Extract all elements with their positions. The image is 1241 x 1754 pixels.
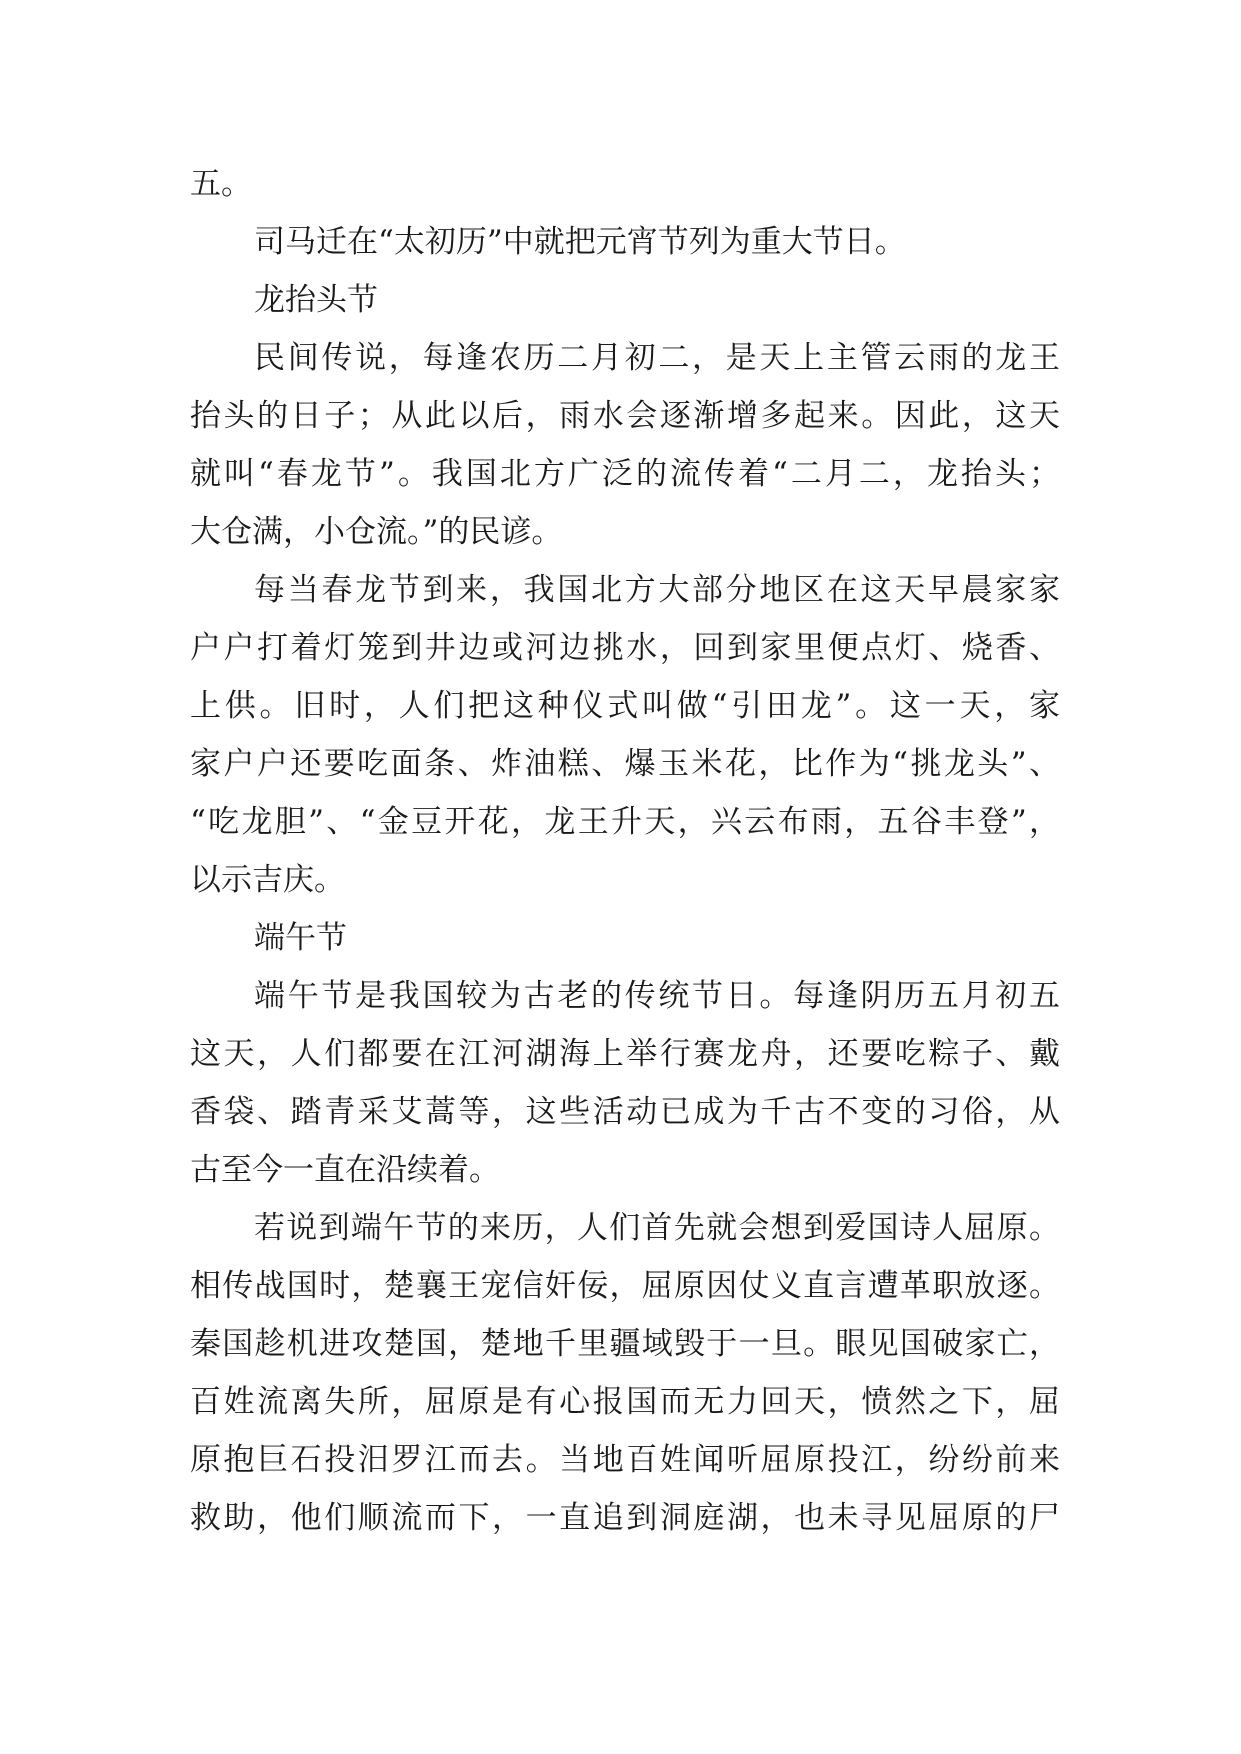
text-line: 五。	[190, 166, 252, 202]
text-line: 这天，人们都要在江河湖海上举行赛龙舟，还要吃粽子、戴	[190, 1036, 1060, 1072]
text-line: 原抱巨石投汨罗江而去。当地百姓闻听屈原投江，纷纷前来	[190, 1442, 1060, 1478]
text-line: 以示吉庆。	[190, 862, 345, 898]
text-line: 若说到端午节的来历，人们首先就会想到爱国诗人屈原。	[254, 1210, 1060, 1246]
text-line: 相传战国时，楚襄王宠信奸佞，屈原因仗义直言遭革职放逐。	[190, 1268, 1060, 1304]
text-line: 司马迁在“太初历”中就把元宵节列为重大节日。	[254, 224, 906, 260]
text-line: 家户户还要吃面条、炸油糕、爆玉米花，比作为“挑龙头”、	[190, 746, 1060, 782]
section-heading-longtaitou: 龙抬头节	[254, 282, 378, 318]
text-line: 抬头的日子；从此以后，雨水会逐渐增多起来。因此，这天	[190, 398, 1060, 434]
text-line: 救助，他们顺流而下，一直追到洞庭湖，也未寻见屈原的尸	[190, 1500, 1060, 1536]
text-line: 大仓满，小仓流。”的民谚。	[190, 514, 563, 550]
text-line: “吃龙胆”、“金豆开花，龙王升天，兴云布雨，五谷丰登”，	[190, 804, 1060, 840]
text-line: 百姓流离失所，屈原是有心报国而无力回天，愤然之下，屈	[190, 1384, 1060, 1420]
text-line: 户户打着灯笼到井边或河边挑水，回到家里便点灯、烧香、	[190, 630, 1060, 666]
text-line: 古至今一直在沿续着。	[190, 1152, 500, 1188]
text-line: 民间传说，每逢农历二月初二，是天上主管云雨的龙王	[254, 340, 1060, 376]
text-line: 端午节是我国较为古老的传统节日。每逢阴历五月初五	[254, 978, 1060, 1014]
text-line: 上供。旧时，人们把这种仪式叫做“引田龙”。这一天，家	[190, 688, 1060, 724]
text-line: 每当春龙节到来，我国北方大部分地区在这天早晨家家	[254, 572, 1060, 608]
body-text	[190, 155, 1060, 1547]
section-heading-duanwu: 端午节	[254, 920, 347, 956]
text-line: 香袋、踏青采艾蒿等，这些活动已成为千古不变的习俗，从	[190, 1094, 1060, 1130]
text-line: 就叫“春龙节”。我国北方广泛的流传着“二月二，龙抬头；	[190, 456, 1060, 492]
text-line: 秦国趁机进攻楚国，楚地千里疆域毁于一旦。眼见国破家亡，	[190, 1326, 1060, 1362]
